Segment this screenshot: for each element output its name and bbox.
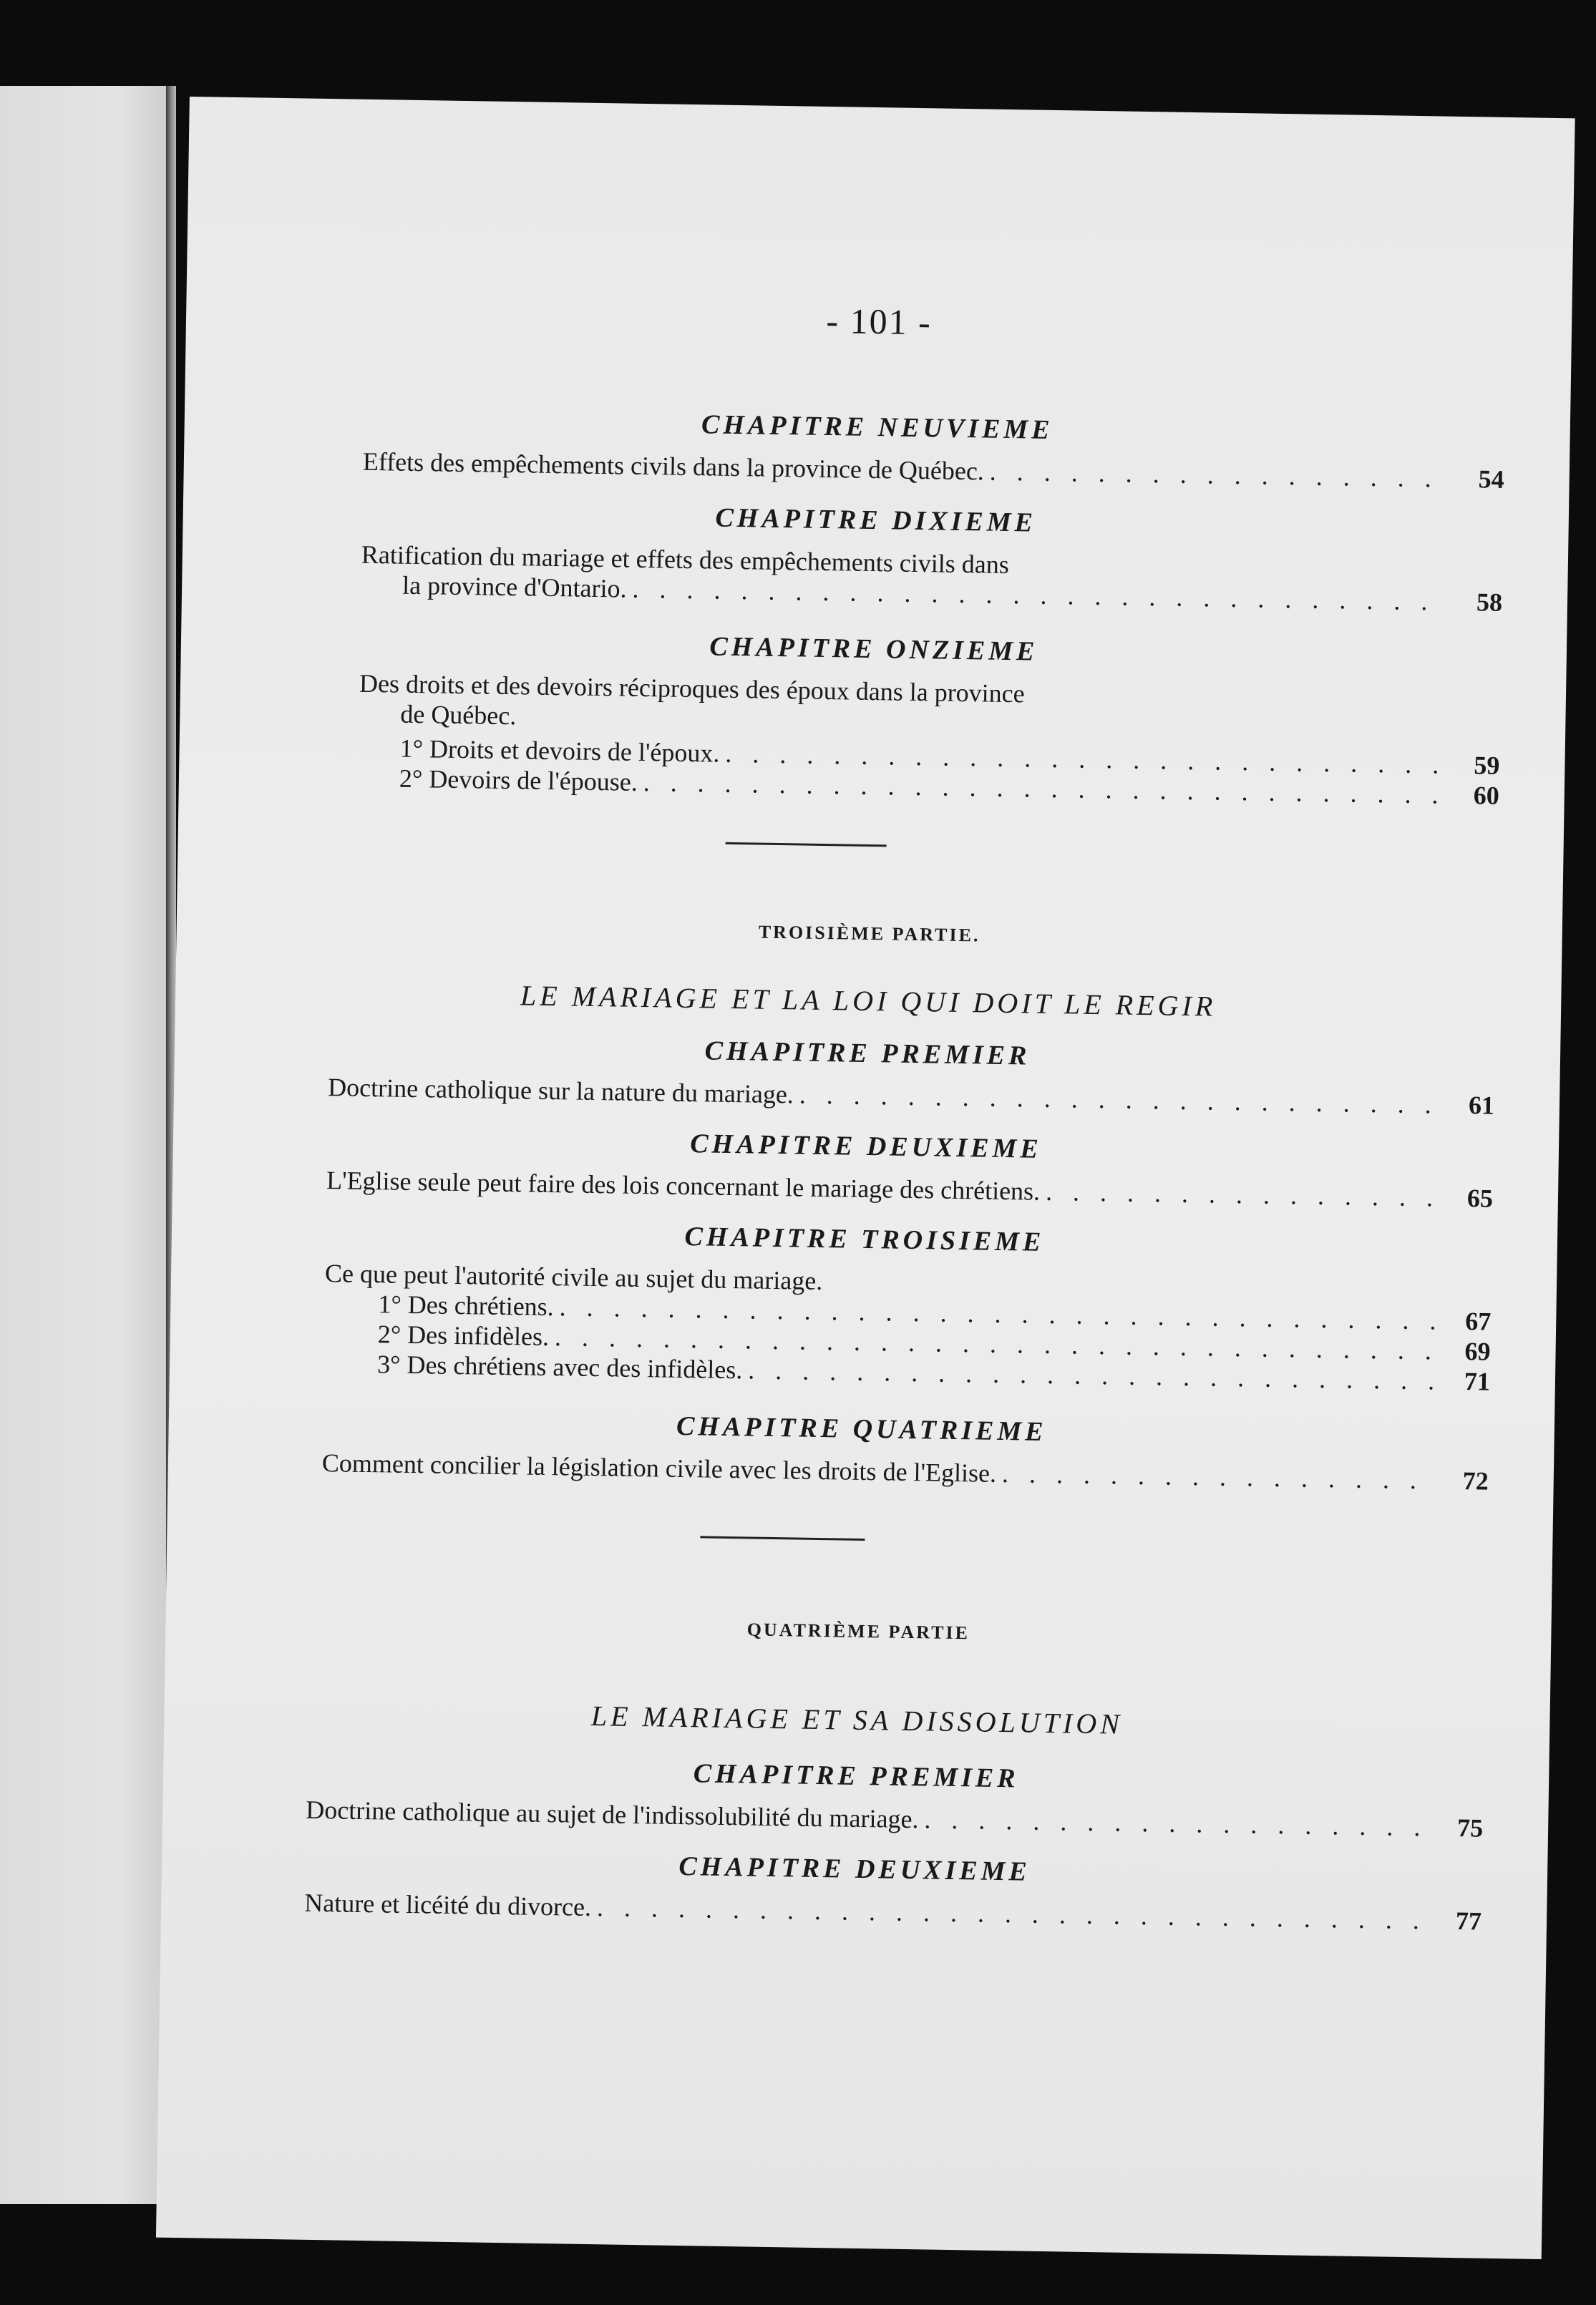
part-title: LE MARIAGE ET LA LOI QUI DOIT LE REGIR <box>520 979 1217 1023</box>
leader-dots <box>990 457 1452 494</box>
document-page <box>156 97 1575 2259</box>
chapter-heading: CHAPITRE TROISIEME <box>684 1222 1045 1257</box>
section-divider <box>700 1536 865 1541</box>
toc-entry-line: Ce que peut l'autorité civile au sujet du mariage. <box>324 1259 823 1296</box>
toc-entry-line: Ratification du mariage et effets des empêchements civils dans <box>361 540 1010 580</box>
toc-entry-label: Doctrine catholique au sujet de l'indissolubilité du mariage. <box>306 1795 919 1834</box>
chapter-heading: CHAPITRE ONZIEME <box>709 631 1038 667</box>
leader-dots <box>924 1804 1430 1842</box>
toc-entry-label: L'Eglise seule peut faire des lois concernant le mariage des chrétiens. <box>326 1166 1041 1206</box>
toc-entry-page: 75 <box>1456 1813 1484 1843</box>
toc-entry-page: 69 <box>1464 1337 1491 1366</box>
chapter-heading: CHAPITRE DIXIEME <box>715 502 1037 538</box>
part-label: TROISIÈME PARTIE. <box>758 921 981 946</box>
toc-entry-text <box>359 668 1501 746</box>
toc-entry-page: 60 <box>1473 781 1500 810</box>
facing-page <box>0 86 166 2204</box>
toc-entry-line: Des droits et des devoirs réciproques des époux dans la province <box>359 668 1026 708</box>
toc-entry-label: Effets des empêchements civils dans la province de Québec. <box>362 447 985 486</box>
toc-entry <box>363 447 1504 494</box>
toc-entry-label: 2° Devoirs de l'épouse. <box>399 764 638 796</box>
chapter-heading: CHAPITRE PREMIER <box>693 1758 1019 1794</box>
toc-entry-line: de Québec. <box>400 699 517 731</box>
leader-dots <box>799 1079 1442 1119</box>
toc-entry <box>306 1795 1483 1843</box>
leader-dots <box>1002 1458 1436 1496</box>
leader-dots <box>597 1892 1429 1935</box>
toc-entry-label: Comment concilier la législation civile avec les droits de l'Eglise. <box>321 1448 997 1488</box>
chapter-heading: CHAPITRE DEUXIEME <box>678 1851 1031 1887</box>
part-label: QUATRIÈME PARTIE <box>746 1619 970 1644</box>
toc-entry-page: 59 <box>1474 751 1500 780</box>
chapter-heading: CHAPITRE DEUXIEME <box>689 1129 1043 1164</box>
toc-entry <box>326 1165 1493 1214</box>
toc-entry-page: 61 <box>1468 1091 1495 1120</box>
chapter-heading: CHAPITRE QUATRIEME <box>676 1410 1047 1447</box>
toc-entry-page: 67 <box>1464 1307 1492 1336</box>
chapter-heading: CHAPITRE NEUVIEME <box>701 409 1054 445</box>
part-title: LE MARIAGE ET SA DISSOLUTION <box>590 1700 1124 1740</box>
toc-entry-page: 71 <box>1464 1367 1491 1396</box>
chapter-heading: CHAPITRE PREMIER <box>704 1035 1031 1071</box>
toc-entry-label: 1° Droits et devoirs de l'époux. <box>399 734 720 768</box>
leader-dots <box>1046 1176 1440 1213</box>
toc-entry-page: 65 <box>1466 1184 1494 1213</box>
toc-entry-label: 1° Des chrétiens. <box>378 1290 555 1322</box>
toc-entry-label: Nature et licéité du divorce. <box>303 1888 592 1922</box>
toc-entry-page: 58 <box>1476 588 1503 617</box>
toc-entry <box>304 1888 1481 1936</box>
toc-entry-page: 54 <box>1478 464 1505 494</box>
toc-entry-page: 72 <box>1462 1466 1489 1496</box>
toc-entry-page: 77 <box>1455 1906 1482 1936</box>
toc-entry <box>328 1072 1494 1121</box>
toc-entry-label: Doctrine catholique sur la nature du mariage. <box>327 1073 794 1109</box>
toc-entry-label: la province d'Ontario. <box>402 570 627 603</box>
toc-entry <box>322 1448 1489 1496</box>
section-divider <box>726 842 887 847</box>
toc-entry-label: 3° Des chrétiens avec des infidèles. <box>376 1350 743 1385</box>
page-number: - 101 - <box>826 300 933 343</box>
toc-entry-label: 2° Des infidèles. <box>377 1320 550 1352</box>
